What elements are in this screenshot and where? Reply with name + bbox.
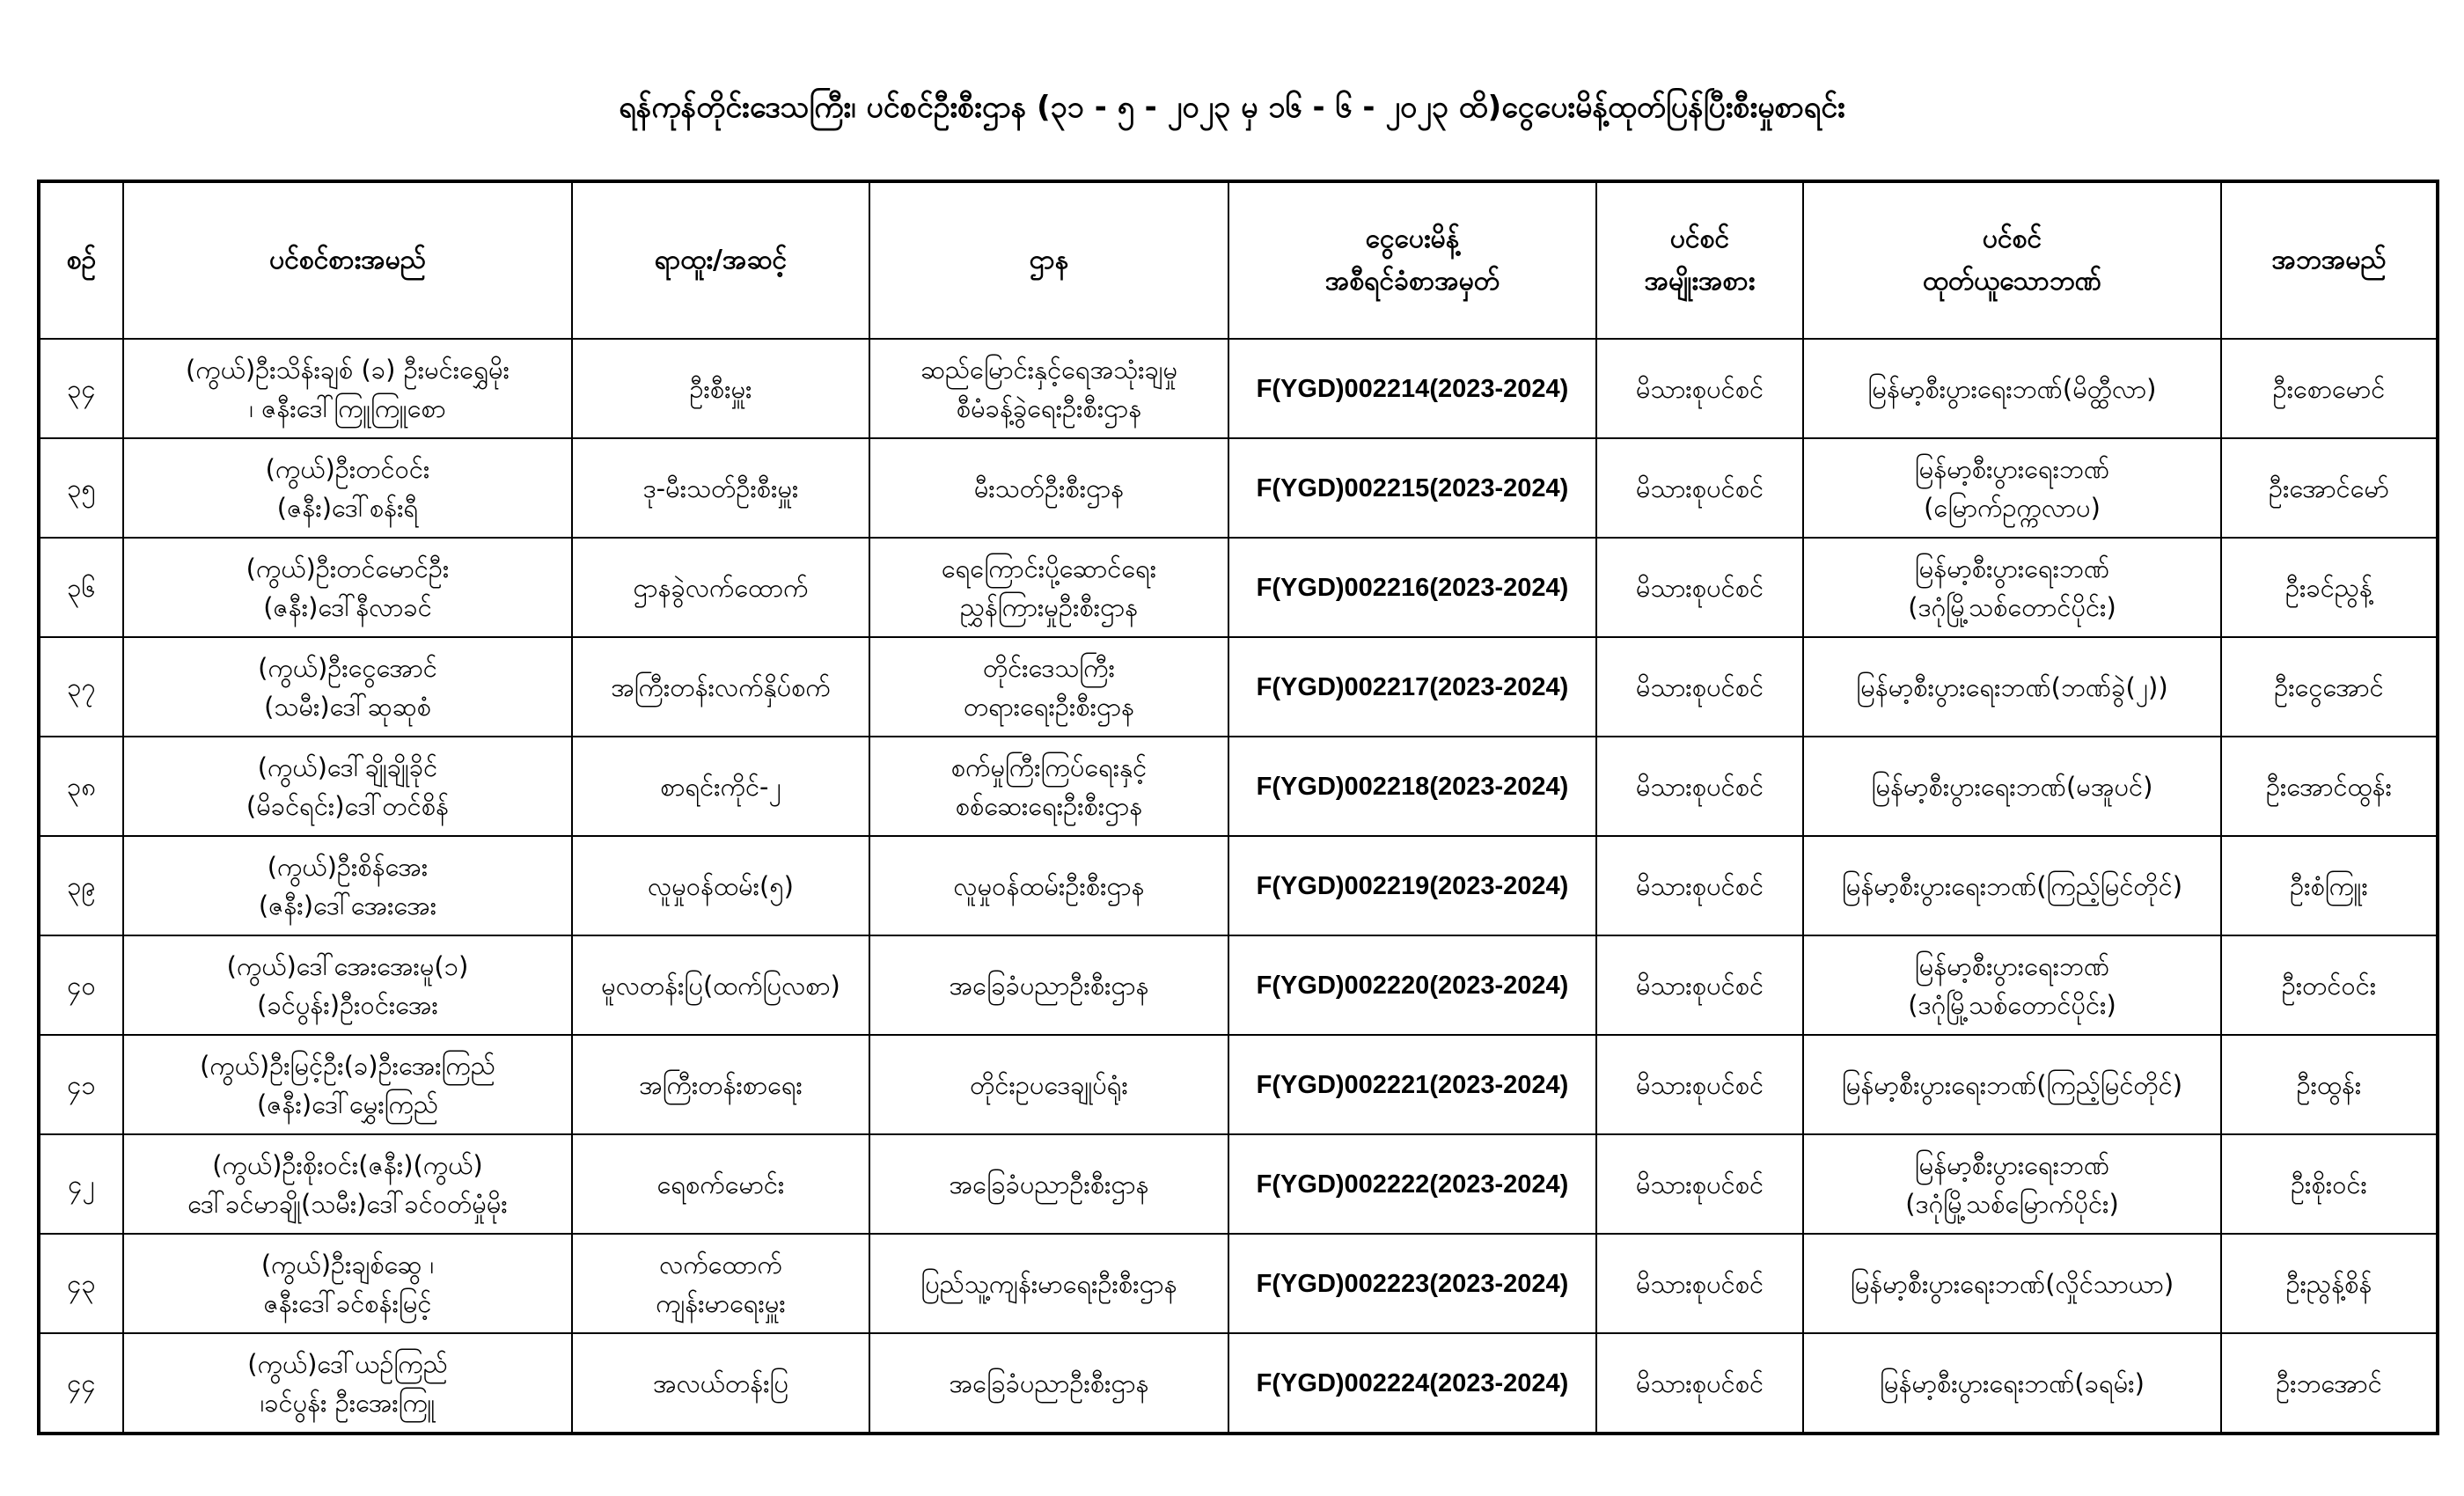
department-cell	[869, 935, 1228, 1035]
bank-cell	[1803, 836, 2221, 935]
position-cell-line: ဦးစီးမှူး	[689, 373, 752, 404]
bank-cell-line: မြန်မာ့စီးပွားရေးဘဏ်(ဘဏ်ခွဲ(၂))	[1856, 671, 2168, 702]
pension-type-cell: မိသားစုပင်စင်	[1596, 1234, 1803, 1333]
position-cell	[572, 1234, 869, 1333]
serial-cell: ၄၁	[40, 1035, 123, 1134]
position-cell	[572, 1035, 869, 1134]
pensioner-name-cell	[123, 637, 572, 737]
position-cell	[572, 339, 869, 438]
department-cell-line: မီးသတ်ဦးစီးဌာန	[973, 473, 1125, 503]
father-name-cell: ဦးအောင်မော်	[2221, 438, 2437, 538]
pensioner-name-cell	[123, 339, 572, 438]
pension-table	[39, 181, 2438, 1434]
bank-cell	[1803, 1333, 2221, 1433]
header-pension-type-line: ပင်စင်	[1669, 224, 1730, 254]
pensioner-name-cell	[123, 836, 572, 935]
department-cell-line: စက်မှုကြီးကြပ်ရေးနှင့်	[950, 752, 1148, 782]
department-cell-line: ပြည်သူ့ကျန်းမာရေးဦးစီးဌာန	[920, 1268, 1177, 1299]
header-bank-line: ထုတ်ယူသောဘဏ်	[1923, 266, 2101, 297]
serial-cell: ၃၈	[40, 737, 123, 836]
department-cell-line: တရားရေးဦးစီးဌာန	[963, 691, 1135, 722]
pensioner-name-cell-line: (ကွယ်)ဦးသိန်းချစ် (ခ) ဦးမင်းရွှေမိုး	[186, 354, 510, 385]
order-number-cell: F(YGD)002216(2023-2024)	[1228, 538, 1596, 637]
pensioner-name-cell-line: (မိခင်ရင်း)ဒေါ်တင်စိန်	[246, 790, 450, 821]
position-cell	[572, 1134, 869, 1234]
department-cell-line: ဆည်မြောင်းနှင့်ရေအသုံးချမှု	[920, 354, 1178, 385]
pensioner-name-cell-line: (ကွယ်)ဦးတင်ဝင်း	[265, 453, 430, 484]
bank-cell-line: (ဒဂုံမြို့သစ်တောင်ပိုင်း)	[1908, 591, 2116, 622]
position-cell	[572, 538, 869, 637]
serial-cell: ၄၄	[40, 1333, 123, 1433]
department-cell	[869, 737, 1228, 836]
table-row	[40, 637, 2437, 737]
pensioner-name-cell-line: (ကွယ်)ဒေါ်ယဉ်ကြည်	[247, 1348, 448, 1379]
pensioner-name-cell-line: (ဇနီး)ဒေါ်မွှေးကြည်	[256, 1089, 439, 1119]
serial-cell: ၃၆	[40, 538, 123, 637]
department-cell	[869, 836, 1228, 935]
bank-cell	[1803, 438, 2221, 538]
header-pension-type	[1596, 182, 1803, 339]
pensioner-name-cell-line: ဇနီးဒေါ်ခင်စန်းမြင့်	[263, 1287, 432, 1318]
bank-cell-line: မြန်မာ့စီးပွားရေးဘဏ်	[1914, 453, 2110, 484]
header-bank	[1803, 182, 2221, 339]
bank-cell-line: မြန်မာ့စီးပွားရေးဘဏ်(ကြည့်မြင်တိုင်)	[1841, 870, 2183, 901]
pensioner-name-cell-line: (ကွယ်)ဒေါ်ချိုချိုခိုင်	[257, 752, 438, 782]
bank-cell	[1803, 1035, 2221, 1134]
pensioner-name-cell-line: ၊ ဇနီးဒေါ်ကြူကြူစော	[249, 392, 446, 423]
department-cell-line: လူမှုဝန်ထမ်းဦးစီးဌာန	[953, 870, 1145, 901]
table-row	[40, 935, 2437, 1035]
pension-type-cell: မိသားစုပင်စင်	[1596, 637, 1803, 737]
pensioner-name-cell-line: (ဇနီး)ဒေါ်အေးအေး	[258, 890, 437, 920]
header-order-number-line: ငွေပေးမိန့်	[1365, 224, 1460, 254]
department-cell	[869, 1134, 1228, 1234]
pensioner-name-cell	[123, 935, 572, 1035]
header-bank-line: ပင်စင်	[1982, 224, 2042, 254]
department-cell	[869, 1035, 1228, 1134]
table-row	[40, 339, 2437, 438]
position-cell-line: လူမှုဝန်ထမ်း(၅)	[648, 870, 794, 901]
father-name-cell: ဦးစံကြူး	[2221, 836, 2437, 935]
bank-cell-line: မြန်မာ့စီးပွားရေးဘဏ်(မိတ္ထီလာ)	[1867, 373, 2157, 404]
position-cell	[572, 1333, 869, 1433]
pensioner-name-cell	[123, 1035, 572, 1134]
department-cell-line: စစ်ဆေးရေးဦးစီးဌာန	[955, 790, 1143, 821]
header-order-number-line: အစီရင်ခံစာအမှတ်	[1324, 266, 1500, 297]
header-father-name-line: အဘအမည်	[2271, 245, 2387, 275]
department-cell-line: အခြေခံပညာဦးစီးဌာန	[949, 1368, 1149, 1398]
pensioner-name-cell	[123, 1134, 572, 1234]
father-name-cell: ဦးထွန်း	[2221, 1035, 2437, 1134]
table-row	[40, 538, 2437, 637]
pension-type-cell: မိသားစုပင်စင်	[1596, 935, 1803, 1035]
header-serial	[40, 182, 123, 339]
father-name-cell: ဦးစိုးဝင်း	[2221, 1134, 2437, 1234]
pensioner-name-cell-line: (ကွယ်)ဦးချစ်ဆွေ ၊	[260, 1249, 435, 1280]
father-name-cell: ဦးတင်ဝင်း	[2221, 935, 2437, 1035]
pension-type-cell: မိသားစုပင်စင်	[1596, 836, 1803, 935]
order-number-cell: F(YGD)002220(2023-2024)	[1228, 935, 1596, 1035]
serial-cell: ၃၅	[40, 438, 123, 538]
pensioner-name-cell	[123, 1333, 572, 1433]
order-number-cell: F(YGD)002222(2023-2024)	[1228, 1134, 1596, 1234]
position-cell-line: လက်ထောက်	[659, 1249, 782, 1280]
serial-cell: ၄၀	[40, 935, 123, 1035]
table-row	[40, 1134, 2437, 1234]
department-cell-line: တိုင်းဥပဒေချုပ်ရုံး	[970, 1069, 1128, 1100]
pensioner-name-cell-line: (ကွယ်)ဦးစိုးဝင်း(ဇနီး)(ကွယ်)	[212, 1149, 483, 1180]
serial-cell: ၄၂	[40, 1134, 123, 1234]
position-cell	[572, 836, 869, 935]
serial-cell: ၃၉	[40, 836, 123, 935]
pensioner-name-cell-line: (ကွယ်)ဒေါ်အေးအေးမူ(၁)	[226, 950, 469, 981]
pensioner-name-cell-line: (ဇနီး)ဒေါ်နီလာခင်	[263, 591, 432, 622]
bank-cell	[1803, 935, 2221, 1035]
department-cell-line: ရေကြောင်းပို့ဆောင်ရေး	[941, 553, 1157, 583]
table-body	[40, 339, 2437, 1433]
pension-type-cell: မိသားစုပင်စင်	[1596, 438, 1803, 538]
department-cell-line: စီမံခန့်ခွဲရေးဦးစီးဌာန	[956, 392, 1142, 423]
department-cell	[869, 637, 1228, 737]
position-cell-line: ဌာနခွဲလက်ထောက်	[633, 572, 809, 603]
header-department	[869, 182, 1228, 339]
table-row	[40, 1035, 2437, 1134]
bank-cell-line: မြန်မာ့စီးပွားရေးဘဏ်	[1914, 553, 2110, 583]
order-number-cell: F(YGD)002214(2023-2024)	[1228, 339, 1596, 438]
header-department-line: ဌာန	[1029, 245, 1069, 275]
department-cell	[869, 1333, 1228, 1433]
pension-type-cell: မိသားစုပင်စင်	[1596, 1333, 1803, 1433]
order-number-cell: F(YGD)002223(2023-2024)	[1228, 1234, 1596, 1333]
header-position	[572, 182, 869, 339]
order-number-cell: F(YGD)002224(2023-2024)	[1228, 1333, 1596, 1433]
bank-cell	[1803, 637, 2221, 737]
pensioner-name-cell-line: (ကွယ်)ဦးမြင့်ဦး(ခ)ဦးအေးကြည်	[200, 1050, 495, 1081]
header-serial-line: စဉ်	[66, 245, 97, 275]
pension-type-cell: မိသားစုပင်စင်	[1596, 339, 1803, 438]
department-cell-line: တိုင်းဒေသကြီး	[982, 652, 1116, 683]
bank-cell-line: မြန်မာ့စီးပွားရေးဘဏ်	[1914, 1149, 2110, 1180]
department-cell-line: အခြေခံပညာဦးစီးဌာန	[949, 1169, 1149, 1199]
father-name-cell: ဦးညွန့်စိန်	[2221, 1234, 2437, 1333]
pensioner-name-cell-line: (ကွယ်)ဦးစိန်အေး	[267, 851, 429, 882]
serial-cell: ၃၄	[40, 339, 123, 438]
header-pensioner-name	[123, 182, 572, 339]
position-cell-line: အကြီးတန်းလက်နှိပ်စက်	[611, 671, 831, 702]
pensioner-name-cell	[123, 1234, 572, 1333]
bank-cell-line: မြန်မာ့စီးပွားရေးဘဏ်	[1914, 950, 2110, 981]
bank-cell	[1803, 737, 2221, 836]
header-pensioner-name-line: ပင်စင်စားအမည်	[269, 245, 426, 275]
department-cell	[869, 1234, 1228, 1333]
table-header-row	[40, 182, 2437, 339]
order-number-cell: F(YGD)002219(2023-2024)	[1228, 836, 1596, 935]
table-row	[40, 737, 2437, 836]
header-position-line: ရာထူး/အဆင့်	[654, 245, 788, 275]
position-cell	[572, 637, 869, 737]
bank-cell	[1803, 339, 2221, 438]
father-name-cell: ဦးစောမောင်	[2221, 339, 2437, 438]
pension-type-cell: မိသားစုပင်စင်	[1596, 1134, 1803, 1234]
position-cell-line: မူလတန်းပြ(ထက်ပြလစာ)	[601, 970, 840, 1001]
father-name-cell: ဦးဘအောင်	[2221, 1333, 2437, 1433]
pensioner-name-cell-line: (သမီး)ဒေါ်ဆုဆုစံ	[264, 691, 431, 722]
bank-cell-line: မြန်မာ့စီးပွားရေးဘဏ်(ကြည့်မြင်တိုင်)	[1841, 1069, 2183, 1100]
order-number-cell: F(YGD)002217(2023-2024)	[1228, 637, 1596, 737]
pensioner-name-cell-line: (ကွယ်)ဦးငွေအောင်	[258, 652, 437, 683]
pensioner-name-cell-line: ဒေါ်ခင်မာချို(သမီး)ဒေါ်ခင်ဝတ်မှုံမိုး	[187, 1188, 508, 1219]
table-row	[40, 836, 2437, 935]
pension-type-cell: မိသားစုပင်စင်	[1596, 737, 1803, 836]
pensioner-name-cell-line: ၊ခင်ပွန်း ဦးအေးကြူ	[260, 1387, 436, 1418]
order-number-cell: F(YGD)002221(2023-2024)	[1228, 1035, 1596, 1134]
header-pension-type-line: အမျိုးအစား	[1644, 266, 1756, 297]
bank-cell-line: မြန်မာ့စီးပွားရေးဘဏ်(ခရမ်း)	[1880, 1368, 2145, 1398]
pensioner-name-cell-line: (ဇနီး)ဒေါ်စန်းရီ	[276, 492, 419, 523]
bank-cell-line: (ဒဂုံမြို့သစ်မြောက်ပိုင်း)	[1905, 1188, 2119, 1219]
position-cell-line: စာရင်းကိုင်-၂	[660, 771, 781, 802]
position-cell-line: ရေစက်မောင်း	[656, 1169, 785, 1199]
department-cell	[869, 339, 1228, 438]
serial-cell: ၄၃	[40, 1234, 123, 1333]
bank-cell-line: မြန်မာ့စီးပွားရေးဘဏ်(မအူပင်)	[1871, 771, 2153, 802]
serial-cell: ၃၇	[40, 637, 123, 737]
position-cell-line: အကြီးတန်းစာရေး	[639, 1069, 803, 1100]
position-cell	[572, 935, 869, 1035]
department-cell	[869, 538, 1228, 637]
order-number-cell: F(YGD)002215(2023-2024)	[1228, 438, 1596, 538]
table-row	[40, 1333, 2437, 1433]
header-order-number	[1228, 182, 1596, 339]
position-cell	[572, 737, 869, 836]
bank-cell-line: မြန်မာ့စီးပွားရေးဘဏ်(လှိုင်သာယာ)	[1850, 1268, 2174, 1299]
document-title: ရန်ကုန်တိုင်းဒေသကြီး၊ ပင်စင်ဦးစီးဌာန (၃၁ - ၅ - ၂၀၂၃ မှ ၁၆ - ၆ - ၂၀၂၃ ထိ)ငွေပေးမိန့်ထုတ်ပြန်ပြီးစီးမှုစာရင်း	[619, 90, 1845, 125]
position-cell	[572, 438, 869, 538]
department-cell-line: အခြေခံပညာဦးစီးဌာန	[949, 970, 1149, 1001]
order-number-cell: F(YGD)002218(2023-2024)	[1228, 737, 1596, 836]
bank-cell-line: (မြောက်ဥက္ကလာပ)	[1924, 492, 2101, 523]
position-cell-line: အလယ်တန်းပြ	[653, 1368, 788, 1398]
table-row	[40, 438, 2437, 538]
pensioner-name-cell	[123, 538, 572, 637]
department-cell	[869, 438, 1228, 538]
department-cell-line: ညွှန်ကြားမှုဦးစီးဌာန	[959, 591, 1139, 622]
pension-type-cell: မိသားစုပင်စင်	[1596, 1035, 1803, 1134]
pensioner-name-cell-line: (ခင်ပွန်း)ဦးဝင်းအေး	[257, 989, 438, 1020]
father-name-cell: ဦးငွေအောင်	[2221, 637, 2437, 737]
pension-type-cell: မိသားစုပင်စင်	[1596, 538, 1803, 637]
bank-cell	[1803, 1134, 2221, 1234]
pensioner-name-cell-line: (ကွယ်)ဦးတင်မောင်ဦး	[246, 553, 450, 583]
pensioner-name-cell	[123, 737, 572, 836]
table-row	[40, 1234, 2437, 1333]
bank-cell-line: (ဒဂုံမြို့သစ်တောင်ပိုင်း)	[1908, 989, 2116, 1020]
father-name-cell: ဦးခင်ညွန့်	[2221, 538, 2437, 637]
header-father-name	[2221, 182, 2437, 339]
position-cell-line: ဒု-မီးသတ်ဦးစီးမှူး	[642, 473, 799, 503]
pensioner-name-cell	[123, 438, 572, 538]
father-name-cell: ဦးအောင်ထွန်း	[2221, 737, 2437, 836]
bank-cell	[1803, 538, 2221, 637]
bank-cell	[1803, 1234, 2221, 1333]
position-cell-line: ကျန်းမာရေးမှူး	[656, 1287, 786, 1318]
